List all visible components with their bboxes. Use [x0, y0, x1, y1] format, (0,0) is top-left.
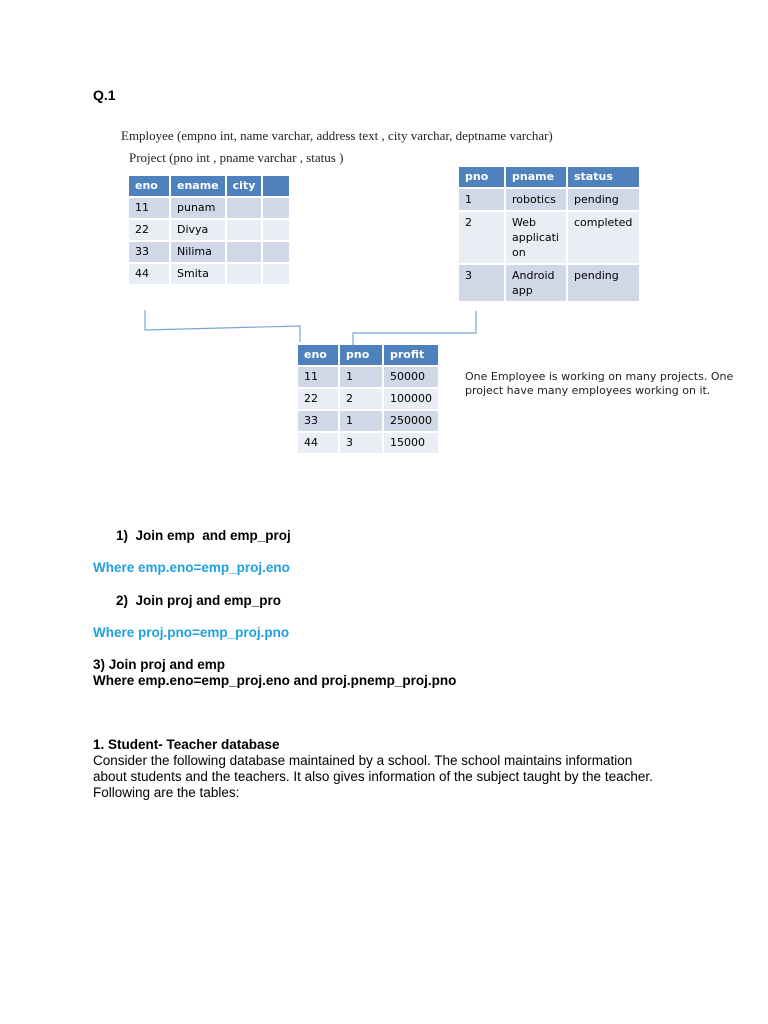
table-cell: 1 [340, 367, 382, 389]
question-1-condition: Where emp.eno=emp_proj.eno [93, 560, 290, 575]
table-cell: 50000 [384, 367, 438, 389]
table-cell: 100000 [384, 389, 438, 411]
question-1: 1) Join emp and emp_proj [116, 528, 291, 543]
project-schema: Project (pno int , pname varchar , status ) [129, 150, 344, 165]
table-cell: 22 [298, 389, 338, 411]
column-header: eno [129, 176, 169, 198]
column-header: ename [171, 176, 225, 198]
table-cell: 11 [298, 367, 338, 389]
table-cell: punam [171, 198, 225, 220]
table-cell: completed [568, 212, 639, 265]
column-header: eno [298, 345, 338, 367]
question-2-condition: Where proj.pno=emp_proj.pno [93, 625, 290, 640]
table-cell: 44 [298, 433, 338, 455]
table-row [298, 389, 438, 411]
column-header: profit [384, 345, 438, 367]
question-2: 2) Join proj and emp_pro [116, 593, 282, 608]
table-row [298, 411, 438, 433]
table-cell: 2 [340, 389, 382, 411]
table-cell: Divya [171, 220, 225, 242]
emp-proj-table [296, 345, 440, 455]
paragraph-line: Consider the following database maintained by a school. The school maintains information [93, 753, 633, 768]
table-cell: Android app [506, 265, 566, 303]
table-row [298, 433, 438, 455]
question-3: 3) Join proj and emp [93, 657, 226, 672]
section-description [93, 753, 663, 801]
question-heading: Q.1 [93, 87, 116, 103]
table-header-row [298, 345, 438, 367]
column-header: pname [506, 167, 566, 189]
table-cell: 22 [129, 220, 169, 242]
table-cell: 250000 [384, 411, 438, 433]
table-cell: Smita [171, 264, 225, 286]
table-cell: robotics [506, 189, 566, 212]
question-3-condition: Where emp.eno=emp_proj.eno and proj.pnemp_proj.pno [93, 673, 457, 688]
table-cell: 3 [459, 265, 504, 303]
table-cell: 3 [340, 433, 382, 455]
table-cell: 33 [129, 242, 169, 264]
paragraph-line: Following are the tables: [93, 785, 240, 800]
table-cell: pending [568, 189, 639, 212]
column-header: city [227, 176, 262, 198]
table-row [298, 367, 438, 389]
paragraph-line: about students and the teachers. It also gives information of the subject taught by the teacher. [93, 769, 653, 784]
table-cell: 1 [459, 189, 504, 212]
employee-schema: Employee (empno int, name varchar, address text , city varchar, deptname varchar) [121, 128, 553, 143]
table-cell: Web applicati on [506, 212, 566, 265]
table-cell: 11 [129, 198, 169, 220]
column-header: pno [340, 345, 382, 367]
table-cell: 33 [298, 411, 338, 433]
table-cell: Nilima [171, 242, 225, 264]
column-header: status [568, 167, 639, 189]
relationship-note: One Employee is working on many projects. One project have many employees working on it. [465, 370, 734, 397]
table-cell: 44 [129, 264, 169, 286]
column-header: pno [459, 167, 504, 189]
table-cell: pending [568, 265, 639, 303]
table-cell: 2 [459, 212, 504, 265]
table-cell: 1 [340, 411, 382, 433]
section-title: 1. Student- Teacher database [93, 737, 280, 752]
table-cell: 15000 [384, 433, 438, 455]
